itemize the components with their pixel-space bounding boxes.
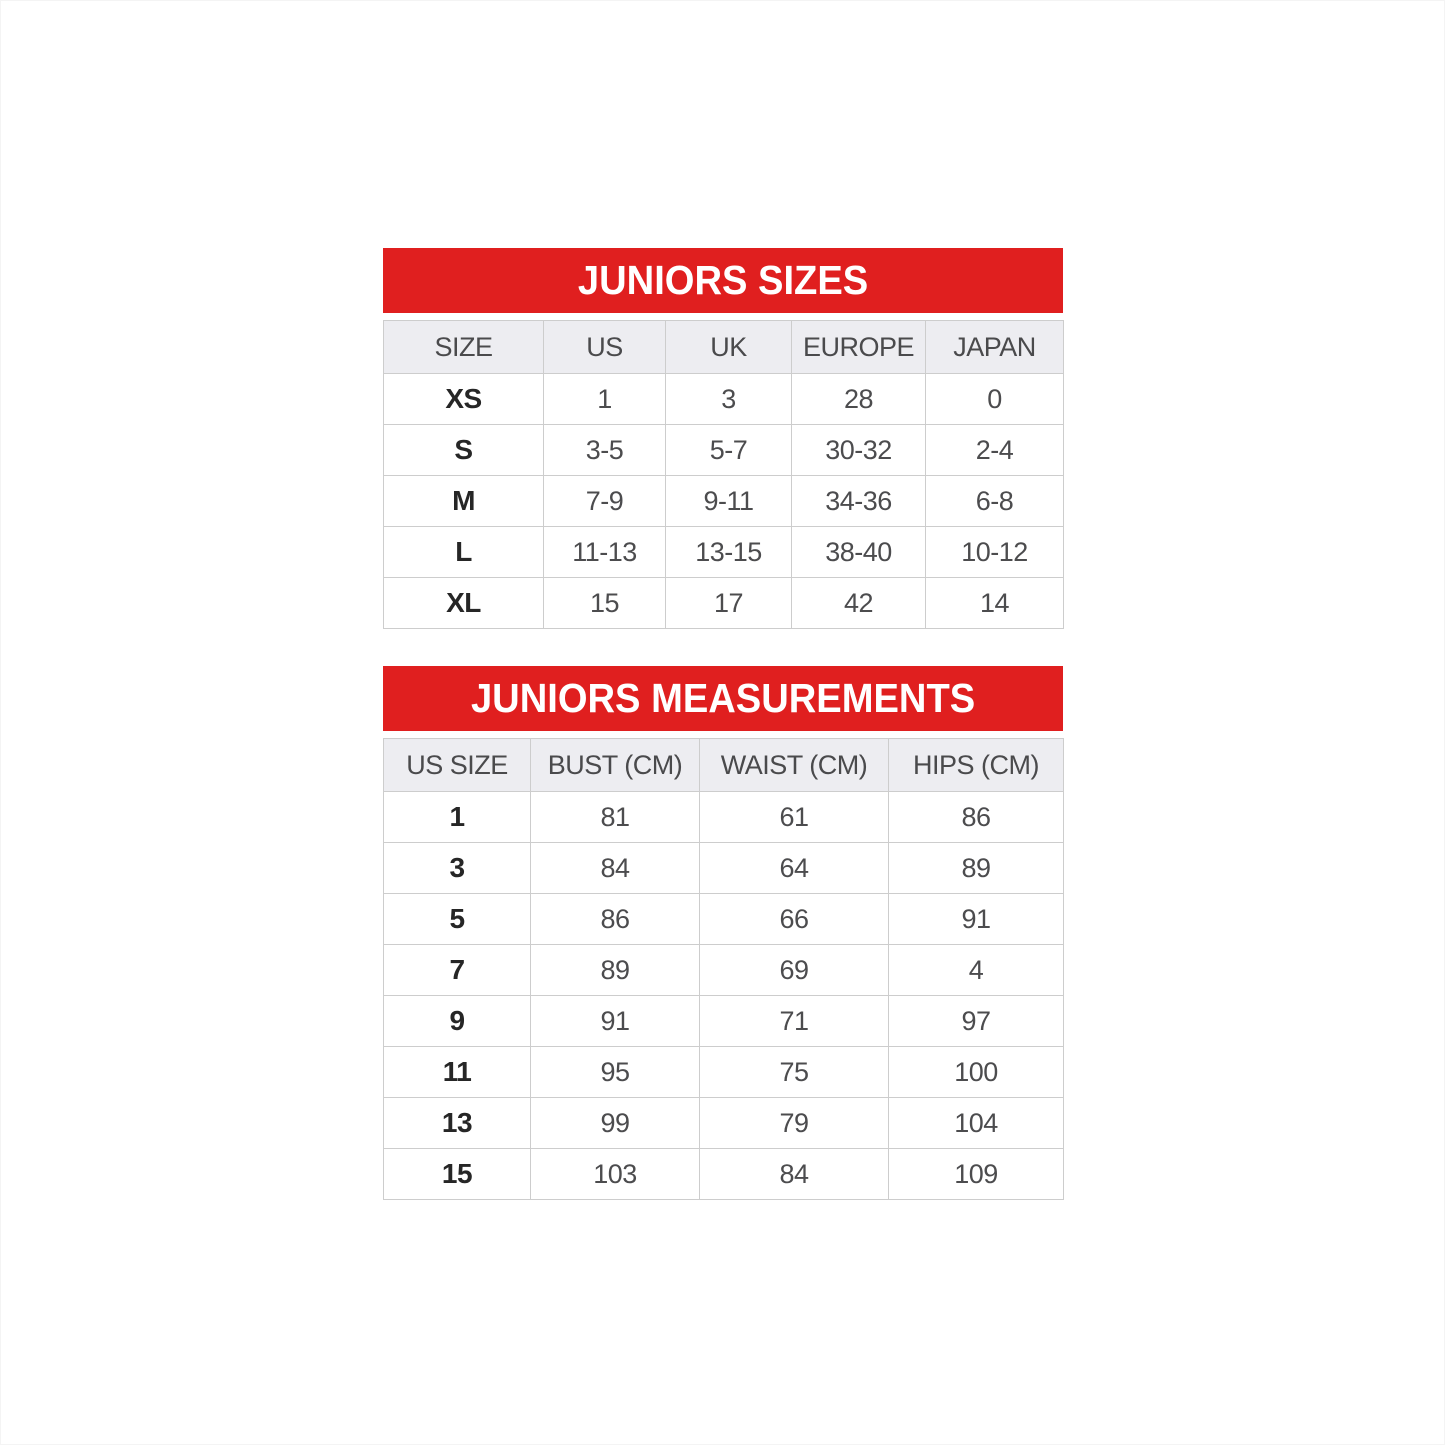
waist-value: 64 <box>700 843 889 894</box>
table-row-l <box>384 527 1064 578</box>
table-row-m <box>384 476 1064 527</box>
table-row-size-1 <box>384 792 1064 843</box>
us-value: 7-9 <box>544 476 666 527</box>
juniors-sizes-table <box>383 320 1064 629</box>
juniors-measurements-section <box>383 666 1063 1200</box>
uk-value: 3 <box>666 374 792 425</box>
size-label: M <box>384 476 544 527</box>
table-row-size-7 <box>384 945 1064 996</box>
europe-value: 42 <box>792 578 926 629</box>
hips-value: 86 <box>889 792 1064 843</box>
us-size-label: 11 <box>384 1047 531 1098</box>
table-row-s <box>384 425 1064 476</box>
us-size-label: 5 <box>384 894 531 945</box>
juniors-sizes-title-banner <box>383 248 1063 313</box>
hips-value: 97 <box>889 996 1064 1047</box>
table-row-xs <box>384 374 1064 425</box>
column-header-japan: JAPAN <box>926 321 1064 374</box>
japan-value: 0 <box>926 374 1064 425</box>
size-label: S <box>384 425 544 476</box>
europe-value: 28 <box>792 374 926 425</box>
column-header-us: US <box>544 321 666 374</box>
uk-value: 9-11 <box>666 476 792 527</box>
us-value: 15 <box>544 578 666 629</box>
table-row-size-11 <box>384 1047 1064 1098</box>
hips-value: 4 <box>889 945 1064 996</box>
waist-value: 61 <box>700 792 889 843</box>
japan-value: 2-4 <box>926 425 1064 476</box>
us-value: 3-5 <box>544 425 666 476</box>
us-value: 1 <box>544 374 666 425</box>
waist-value: 69 <box>700 945 889 996</box>
column-header-europe: EUROPE <box>792 321 926 374</box>
bust-value: 81 <box>531 792 700 843</box>
size-label: XS <box>384 374 544 425</box>
table-header-row <box>384 739 1064 792</box>
japan-value: 14 <box>926 578 1064 629</box>
juniors-sizes-section <box>383 248 1063 629</box>
waist-value: 66 <box>700 894 889 945</box>
bust-value: 89 <box>531 945 700 996</box>
hips-value: 89 <box>889 843 1064 894</box>
us-size-label: 3 <box>384 843 531 894</box>
column-header-hips: HIPS (CM) <box>889 739 1064 792</box>
us-size-label: 9 <box>384 996 531 1047</box>
column-header-uk: UK <box>666 321 792 374</box>
juniors-sizes-title: JUNIORS SIZES <box>577 257 869 303</box>
table-row-size-15 <box>384 1149 1064 1200</box>
europe-value: 34-36 <box>792 476 926 527</box>
bust-value: 99 <box>531 1098 700 1149</box>
uk-value: 17 <box>666 578 792 629</box>
bust-value: 91 <box>531 996 700 1047</box>
column-header-size: SIZE <box>384 321 544 374</box>
table-row-xl <box>384 578 1064 629</box>
juniors-measurements-title-banner <box>383 666 1063 731</box>
bust-value: 95 <box>531 1047 700 1098</box>
column-header-bust: BUST (CM) <box>531 739 700 792</box>
bust-value: 84 <box>531 843 700 894</box>
us-value: 11-13 <box>544 527 666 578</box>
hips-value: 109 <box>889 1149 1064 1200</box>
size-label: XL <box>384 578 544 629</box>
table-header-row <box>384 321 1064 374</box>
japan-value: 10-12 <box>926 527 1064 578</box>
waist-value: 79 <box>700 1098 889 1149</box>
size-label: L <box>384 527 544 578</box>
bust-value: 103 <box>531 1149 700 1200</box>
waist-value: 71 <box>700 996 889 1047</box>
column-header-us-size: US SIZE <box>384 739 531 792</box>
table-row-size-3 <box>384 843 1064 894</box>
table-row-size-9 <box>384 996 1064 1047</box>
uk-value: 13-15 <box>666 527 792 578</box>
juniors-measurements-title: JUNIORS MEASUREMENTS <box>470 675 976 721</box>
japan-value: 6-8 <box>926 476 1064 527</box>
uk-value: 5-7 <box>666 425 792 476</box>
hips-value: 100 <box>889 1047 1064 1098</box>
hips-value: 91 <box>889 894 1064 945</box>
waist-value: 75 <box>700 1047 889 1098</box>
waist-value: 84 <box>700 1149 889 1200</box>
us-size-label: 15 <box>384 1149 531 1200</box>
europe-value: 30-32 <box>792 425 926 476</box>
us-size-label: 13 <box>384 1098 531 1149</box>
bust-value: 86 <box>531 894 700 945</box>
juniors-measurements-table <box>383 738 1064 1200</box>
us-size-label: 1 <box>384 792 531 843</box>
table-row-size-5 <box>384 894 1064 945</box>
europe-value: 38-40 <box>792 527 926 578</box>
column-header-waist: WAIST (CM) <box>700 739 889 792</box>
us-size-label: 7 <box>384 945 531 996</box>
hips-value: 104 <box>889 1098 1064 1149</box>
table-row-size-13 <box>384 1098 1064 1149</box>
